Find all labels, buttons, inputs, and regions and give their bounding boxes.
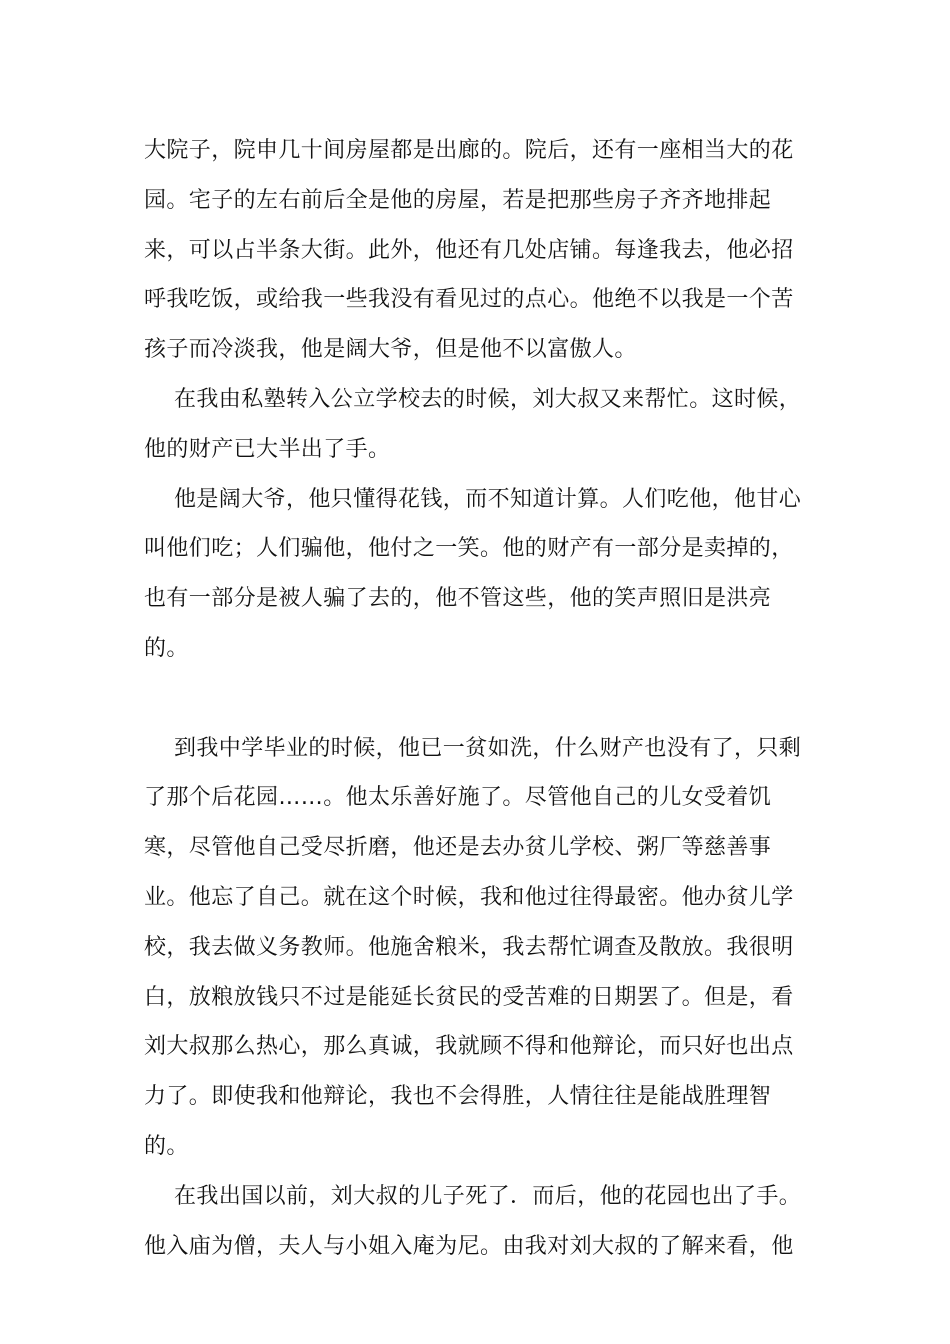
text-line: 来，可以占半条大街。此外，他还有几处店铺。每逢我去，他必招	[144, 237, 794, 263]
paragraph-2	[144, 375, 808, 475]
text-line: 在我由私塾转入公立学校去的时候，刘大叔又来帮忙。这时候，	[174, 386, 802, 412]
text-line	[144, 674, 808, 724]
text-line: 校，我去做义务教师。他施舍粮米，我去帮忙调查及散放。我很明	[144, 934, 794, 960]
text-line: 园。宅子的左右前后全是他的房屋，若是把那些房子齐齐地排起	[144, 187, 772, 213]
text-line: 在我出国以前，刘大叔的儿子死了．而后，他的花园也出了手。	[174, 1183, 802, 1209]
text-line: 到我中学毕业的时候，他已一贫如洗，什么财产也没有了，只剩	[174, 735, 802, 761]
paragraph-4	[144, 724, 808, 1172]
body-text	[144, 126, 808, 1271]
text-line: 的。	[144, 635, 189, 661]
paragraph-5	[144, 1172, 808, 1272]
text-line: 呼我吃饭，或给我一些我没有看见过的点心。他绝不以我是一个苦	[144, 287, 794, 313]
text-line: 他是阔大爷，他只懂得花钱，而不知道计算。人们吃他，他甘心	[174, 486, 802, 512]
text-line: 他的财产已大半出了手。	[144, 436, 391, 462]
text-line: 的。	[144, 1133, 189, 1159]
text-line: 孩子而冷淡我，他是阔大爷，但是他不以富傲人。	[144, 337, 637, 363]
text-line: 大院子，院申几十间房屋都是出廊的。院后，还有一座相当大的花	[144, 138, 794, 163]
text-line: 他入庙为僧，夫人与小姐入庵为尼。由我对刘大叔的了解来看，他	[144, 1233, 794, 1259]
paragraph-1	[144, 126, 808, 375]
text-line: 力了。即使我和他辩论，我也不会得胜，人情往往是能战胜理智	[144, 1084, 772, 1110]
text-line: 刘大叔那么热心，那么真诚，我就顾不得和他辩论，而只好也出点	[144, 1034, 794, 1060]
text-line: 叫他们吃；人们骗他，他付之一笑。他的财产有一部分是卖掉的，	[144, 536, 794, 562]
text-line: 寒，尽管他自己受尽折磨，他还是去办贫儿学校、粥厂等慈善事	[144, 835, 772, 861]
text-line: 白，放粮放钱只不过是能延长贫民的受苦难的日期罢了。但是，看	[144, 984, 794, 1010]
text-line: 业。他忘了自己。就在这个时候，我和他过往得最密。他办贫儿学	[144, 884, 794, 910]
text-line: 了那个后花园……。他太乐善好施了。尽管他自己的儿女受着饥	[144, 785, 772, 811]
paragraph-3	[144, 475, 808, 724]
text-line: 也有一部分是被人骗了去的，他不管这些，他的笑声照旧是洪亮	[144, 586, 772, 612]
